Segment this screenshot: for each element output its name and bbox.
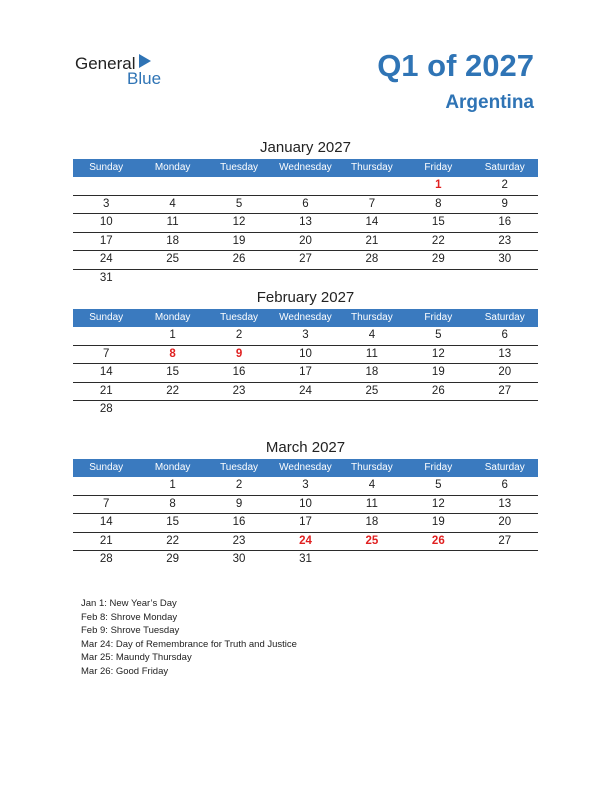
empty-day-cell — [405, 270, 471, 288]
day-cell: 18 — [365, 516, 379, 528]
day-cell: 19 — [232, 234, 246, 247]
day-cell: 7 — [103, 347, 110, 360]
weekday-header: Tuesday — [220, 462, 259, 473]
weekday-header: Friday — [424, 162, 453, 173]
day-cell: 9 — [235, 347, 243, 360]
day-cell: 3 — [302, 329, 309, 341]
day-cell: 27 — [299, 253, 312, 265]
day-cell: 12 — [232, 216, 246, 228]
day-cell: 9 — [235, 497, 243, 510]
empty-day-cell — [405, 401, 471, 419]
empty-day-cell — [272, 270, 338, 288]
day-cell: 21 — [365, 234, 379, 247]
empty-day-cell — [405, 551, 471, 569]
day-cell: 18 — [365, 366, 379, 378]
day-cell: 11 — [365, 347, 378, 360]
day-cell: 28 — [99, 403, 113, 415]
holiday-note: Feb 8: Shrove Monday — [81, 611, 178, 623]
weekday-header: Wednesday — [279, 162, 332, 173]
weekday-header: Tuesday — [220, 312, 259, 323]
day-cell: 2 — [235, 479, 243, 491]
day-cell: 17 — [99, 234, 113, 247]
empty-day-cell — [472, 401, 538, 419]
empty-day-cell — [206, 177, 272, 195]
day-cell: 25 — [365, 534, 379, 547]
day-cell: 26 — [431, 534, 445, 547]
day-cell: 14 — [365, 216, 379, 228]
month-title: March 2027 — [265, 439, 346, 456]
day-cell: 13 — [498, 347, 512, 360]
day-cell: 23 — [232, 534, 246, 547]
day-cell: 29 — [166, 553, 180, 565]
empty-day-cell — [339, 270, 405, 288]
day-cell: 31 — [99, 271, 113, 284]
day-cell: 8 — [169, 347, 176, 360]
logo-text-blue: Blue — [127, 69, 162, 88]
day-cell: 24 — [99, 253, 113, 265]
weekday-header: Wednesday — [279, 312, 332, 323]
empty-day-cell — [472, 270, 538, 288]
day-cell: 5 — [435, 329, 442, 341]
week-row — [73, 477, 538, 496]
day-cell: 29 — [431, 253, 445, 265]
month-calendar-january — [73, 137, 538, 287]
holiday-notes — [81, 597, 297, 679]
holiday-note: Mar 24: Day of Remembrance for Truth and Justice — [81, 638, 297, 650]
day-cell: 10 — [299, 347, 312, 360]
country-name: Argentina — [445, 92, 534, 113]
day-cell: 24 — [299, 384, 312, 397]
weekday-header: Sunday — [89, 462, 124, 473]
day-cell: 16 — [232, 366, 246, 378]
weekday-header: Friday — [424, 462, 453, 473]
day-cell: 3 — [103, 197, 110, 210]
day-cell: 27 — [498, 534, 512, 547]
weekday-header: Saturday — [484, 162, 525, 173]
week-row — [73, 346, 538, 365]
empty-day-cell — [272, 401, 338, 419]
day-cell: 31 — [299, 553, 312, 565]
week-row — [73, 401, 538, 419]
holiday-note: Jan 1: New Year’s Day — [81, 598, 177, 609]
day-cell: 21 — [99, 384, 113, 397]
weekday-header: Saturday — [484, 312, 525, 323]
day-cell: 15 — [431, 216, 445, 228]
weekday-header: Friday — [424, 312, 453, 323]
weekday-header: Thursday — [351, 462, 393, 473]
week-row — [73, 383, 538, 402]
day-cell: 27 — [498, 384, 512, 397]
day-cell: 16 — [232, 516, 246, 528]
empty-day-cell — [206, 401, 272, 419]
empty-day-cell — [73, 477, 139, 495]
day-cell: 14 — [99, 366, 113, 378]
day-cell: 11 — [365, 497, 378, 510]
logo-flag-icon — [139, 54, 151, 68]
day-cell: 14 — [99, 516, 113, 528]
day-cell: 6 — [302, 197, 309, 210]
day-cell: 13 — [299, 216, 312, 228]
page-title: Q1 of 2027 — [377, 48, 534, 83]
day-cell: 26 — [431, 384, 445, 397]
empty-day-cell — [206, 270, 272, 288]
day-cell: 28 — [365, 253, 379, 265]
day-cell: 22 — [166, 384, 180, 397]
day-cell: 12 — [431, 347, 445, 360]
weekday-header: Tuesday — [220, 162, 259, 173]
day-cell: 23 — [498, 234, 512, 247]
calendar-grid — [73, 477, 538, 569]
day-cell: 1 — [435, 179, 442, 191]
weekday-header: Monday — [154, 312, 191, 323]
day-cell: 25 — [166, 253, 180, 265]
empty-day-cell — [139, 177, 205, 195]
day-cell: 25 — [365, 384, 379, 397]
day-cell: 20 — [299, 234, 312, 247]
day-cell: 6 — [501, 479, 508, 491]
day-cell: 18 — [166, 234, 180, 247]
weekday-header: Monday — [154, 162, 191, 173]
week-row — [73, 514, 538, 533]
month-calendar-march — [73, 437, 538, 569]
week-row — [73, 496, 538, 515]
week-row — [73, 233, 538, 252]
day-cell: 8 — [435, 197, 442, 210]
day-cell: 26 — [232, 253, 246, 265]
weekday-header: Saturday — [484, 462, 525, 473]
day-cell: 11 — [166, 216, 179, 228]
day-cell: 4 — [368, 479, 376, 491]
week-row — [73, 251, 538, 270]
day-cell: 10 — [299, 497, 312, 510]
day-cell: 3 — [302, 479, 309, 491]
weekday-header-row — [73, 159, 538, 177]
holiday-note: Feb 9: Shrove Tuesday — [81, 625, 180, 637]
day-cell: 10 — [99, 216, 113, 228]
day-cell: 15 — [166, 366, 180, 378]
day-cell: 19 — [431, 366, 445, 378]
day-cell: 22 — [166, 534, 180, 547]
weekday-header: Monday — [154, 462, 191, 473]
empty-day-cell — [139, 270, 205, 288]
day-cell: 22 — [431, 234, 445, 247]
day-cell: 13 — [498, 497, 512, 510]
day-cell: 16 — [498, 216, 512, 228]
weekday-header-row — [73, 309, 538, 327]
week-row — [73, 214, 538, 233]
day-cell: 7 — [368, 197, 376, 210]
day-cell: 8 — [169, 497, 176, 510]
weekday-header: Wednesday — [279, 462, 332, 473]
month-title: January 2027 — [260, 139, 351, 156]
day-cell: 23 — [232, 384, 246, 397]
week-row — [73, 551, 538, 569]
holiday-note: Mar 25: Maundy Thursday — [81, 652, 192, 664]
day-cell: 6 — [501, 329, 508, 341]
weekday-header: Thursday — [351, 162, 393, 173]
week-row — [73, 364, 538, 383]
day-cell: 2 — [501, 179, 508, 191]
month-calendar-february — [73, 287, 538, 419]
empty-day-cell — [339, 177, 405, 195]
day-cell: 20 — [498, 366, 512, 378]
empty-day-cell — [272, 177, 338, 195]
holiday-note: Mar 26: Good Friday — [81, 665, 169, 677]
day-cell: 30 — [232, 553, 246, 565]
week-row — [73, 327, 538, 346]
day-cell: 4 — [169, 197, 176, 210]
day-cell: 17 — [299, 366, 312, 378]
day-cell: 1 — [169, 329, 176, 341]
empty-day-cell — [73, 177, 139, 195]
week-row — [73, 270, 538, 288]
day-cell: 2 — [235, 329, 243, 341]
empty-day-cell — [73, 327, 139, 345]
day-cell: 30 — [498, 253, 512, 265]
day-cell: 5 — [235, 197, 243, 210]
day-cell: 1 — [169, 479, 176, 491]
day-cell: 21 — [99, 534, 113, 547]
logo-text-general: General — [75, 54, 136, 73]
week-row — [73, 177, 538, 196]
day-cell: 28 — [99, 553, 113, 565]
calendar-grid — [73, 327, 538, 419]
generalblue-logo — [75, 52, 185, 92]
week-row — [73, 196, 538, 215]
empty-day-cell — [339, 551, 405, 569]
day-cell: 24 — [299, 534, 312, 547]
day-cell: 15 — [166, 516, 180, 528]
calendar-grid — [73, 177, 538, 287]
weekday-header: Sunday — [89, 162, 124, 173]
month-title: February 2027 — [256, 289, 355, 306]
weekday-header: Sunday — [89, 312, 124, 323]
day-cell: 12 — [431, 497, 445, 510]
week-row — [73, 533, 538, 552]
weekday-header: Thursday — [351, 312, 393, 323]
day-cell: 19 — [431, 516, 445, 528]
day-cell: 7 — [103, 497, 110, 510]
empty-day-cell — [139, 401, 205, 419]
day-cell: 5 — [435, 479, 442, 491]
day-cell: 17 — [299, 516, 312, 528]
day-cell: 9 — [501, 197, 508, 210]
empty-day-cell — [339, 401, 405, 419]
empty-day-cell — [472, 551, 538, 569]
day-cell: 20 — [498, 516, 512, 528]
day-cell: 4 — [368, 329, 376, 341]
weekday-header-row — [73, 459, 538, 477]
